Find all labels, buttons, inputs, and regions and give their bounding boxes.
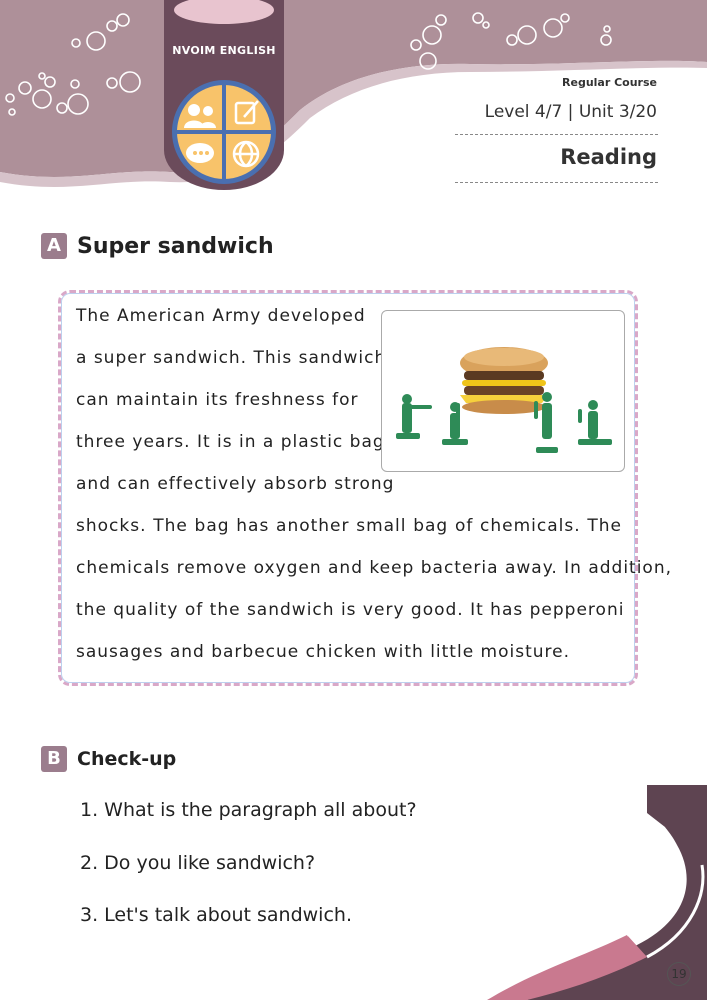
section-b-badge: B — [41, 746, 67, 772]
header-divider — [455, 182, 658, 183]
section-type-label: Reading — [560, 145, 657, 169]
header-divider — [455, 134, 658, 135]
passage-line: the quality of the sandwich is very good. It has pepperoni — [76, 600, 625, 620]
passage-line: a super sandwich. This sandwich — [76, 348, 387, 368]
sandwich-soldiers-photo — [381, 310, 625, 472]
question-item: 3. Let's talk about sandwich. — [80, 904, 352, 926]
passage-line: chemicals remove oxygen and keep bacteria away. In addition, — [76, 558, 673, 578]
passage-line: can maintain its freshness for — [76, 390, 359, 410]
passage-line: The American Army developed — [76, 306, 366, 326]
passage-line: shocks. The bag has another small bag of chemicals. The — [76, 516, 622, 536]
question-item: 2. Do you like sandwich? — [80, 852, 316, 874]
section-a-title: Super sandwich — [77, 234, 274, 259]
brand-name: NVOIM ENGLISH — [172, 44, 276, 57]
passage-line: three years. It is in a plastic bag — [76, 432, 385, 452]
brand-ribbon — [164, 0, 284, 190]
section-a-badge: A — [41, 233, 67, 259]
page-number: 19 — [667, 962, 691, 986]
course-label: Regular Course — [562, 76, 657, 89]
header-wave-background — [0, 0, 707, 200]
question-item: 1. What is the paragraph all about? — [80, 799, 417, 821]
passage-line: sausages and barbecue chicken with little moisture. — [76, 642, 571, 662]
passage-line: and can effectively absorb strong — [76, 474, 395, 494]
chat-icon — [186, 143, 214, 163]
section-b-title: Check-up — [77, 748, 177, 770]
level-unit-label: Level 4/7 | Unit 3/20 — [484, 102, 657, 122]
